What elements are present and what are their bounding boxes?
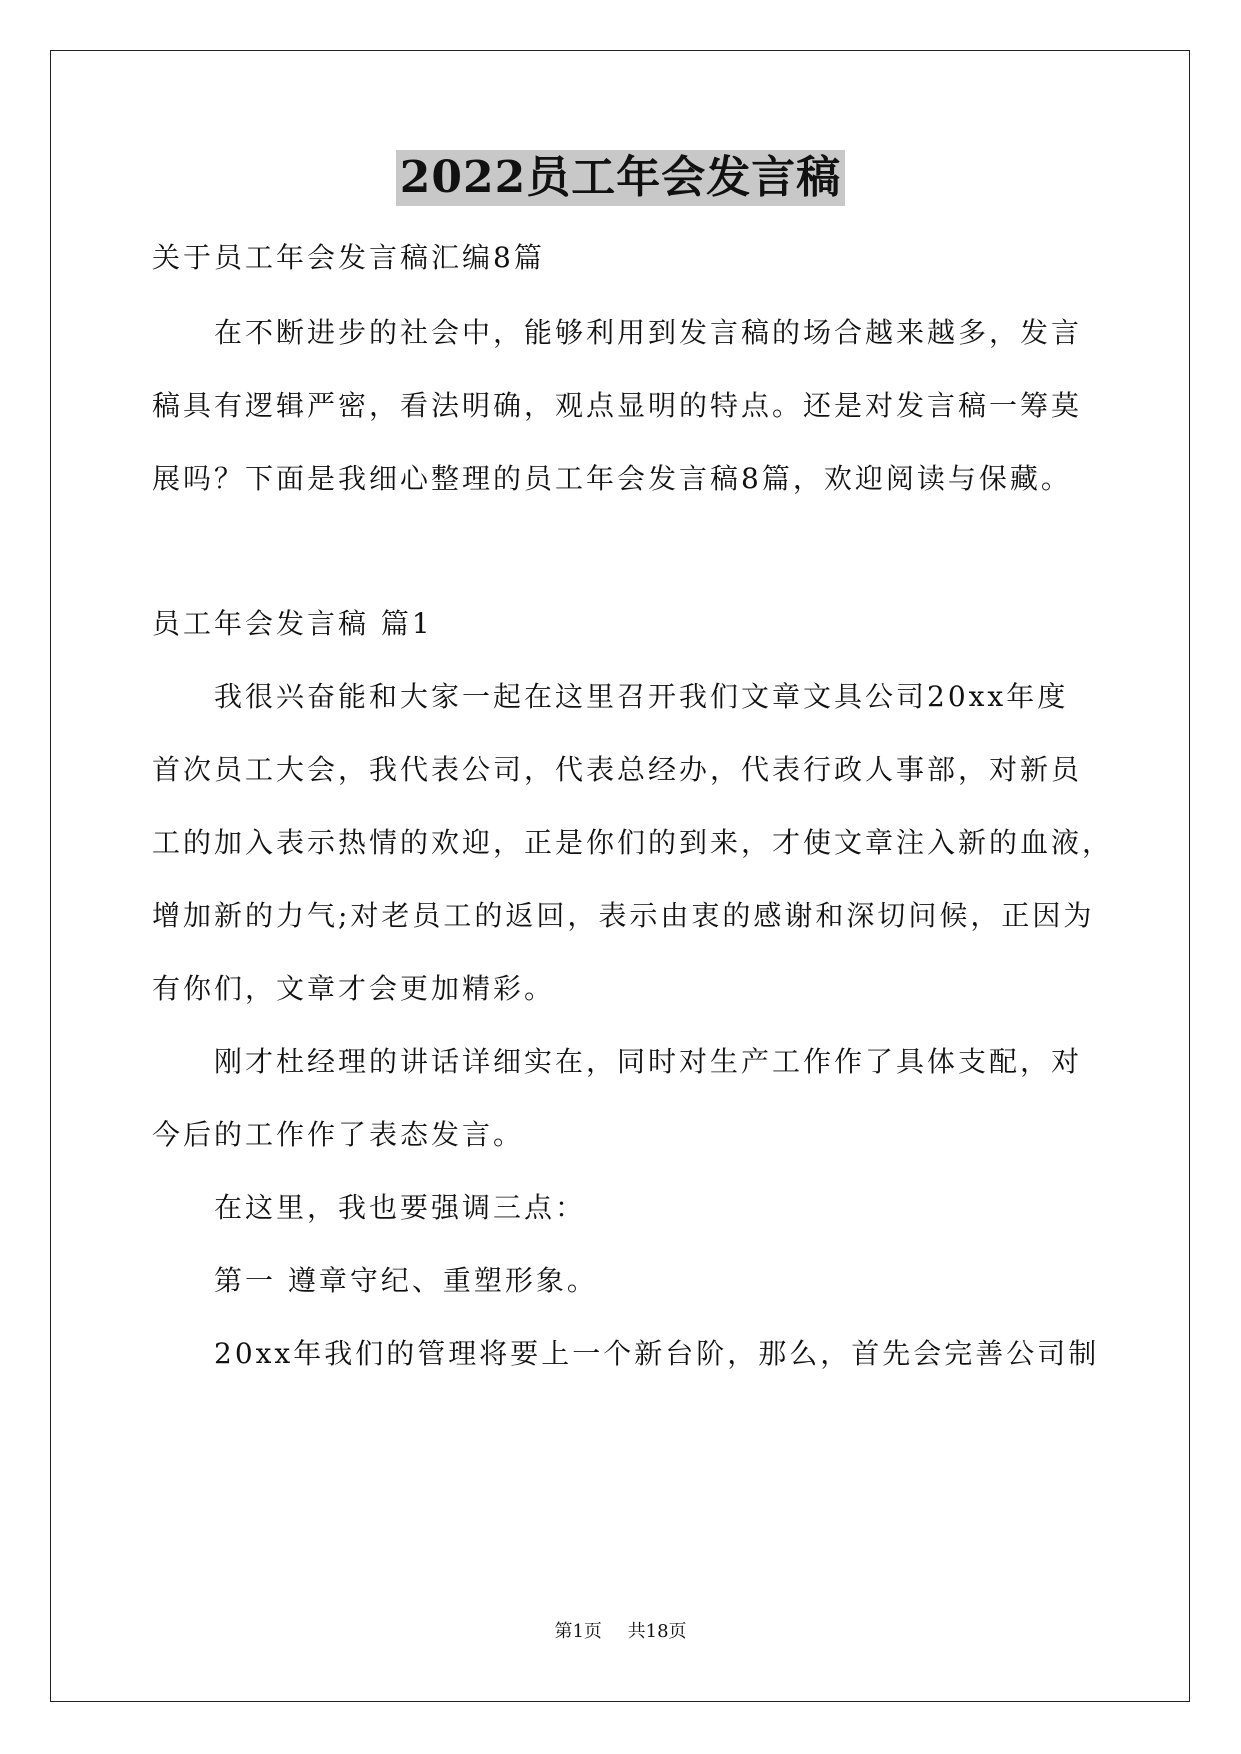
page-footer bbox=[0, 1617, 1241, 1643]
paragraph-line: 我很兴奋能和大家一起在这里召开我们文章文具公司20xx年度 bbox=[214, 680, 1069, 713]
paragraph-line: 工的加入表示热情的欢迎，正是你们的到来，才使文章注入新的血液， bbox=[152, 826, 1114, 859]
title-container bbox=[0, 150, 1241, 206]
total-pages: 共18页 bbox=[627, 1621, 687, 1642]
page-number: 第1页 bbox=[554, 1621, 602, 1642]
section-heading: 员工年会发言稿 篇1 bbox=[152, 607, 433, 640]
paragraph-line: 20xx年我们的管理将要上一个新台阶，那么，首先会完善公司制 bbox=[214, 1337, 1100, 1370]
paragraph-line: 第一 遵章守纪、重塑形象。 bbox=[214, 1264, 598, 1297]
intro-line: 展吗？下面是我细心整理的员工年会发言稿8篇，欢迎阅读与保藏。 bbox=[152, 462, 1072, 495]
document-subtitle: 关于员工年会发言稿汇编8篇 bbox=[152, 241, 545, 274]
paragraph-line: 今后的工作作了表态发言。 bbox=[152, 1118, 525, 1151]
paragraph-line: 刚才杜经理的讲话详细实在，同时对生产工作作了具体支配，对 bbox=[214, 1045, 1083, 1078]
page-border bbox=[50, 50, 1190, 1702]
paragraph-line: 在这里，我也要强调三点： bbox=[214, 1191, 587, 1224]
paragraph-line: 增加新的力气;对老员工的返回，表示由衷的感谢和深切问候，正因为 bbox=[152, 899, 1095, 932]
paragraph-line: 有你们，文章才会更加精彩。 bbox=[152, 972, 556, 1005]
intro-line: 在不断进步的社会中，能够利用到发言稿的场合越来越多，发言 bbox=[214, 316, 1083, 349]
intro-line: 稿具有逻辑严密，看法明确，观点显明的特点。还是对发言稿一筹莫 bbox=[152, 389, 1083, 422]
document-title: 2022员工年会发言稿 bbox=[396, 150, 845, 206]
paragraph-line: 首次员工大会，我代表公司，代表总经办，代表行政人事部，对新员 bbox=[152, 753, 1083, 786]
